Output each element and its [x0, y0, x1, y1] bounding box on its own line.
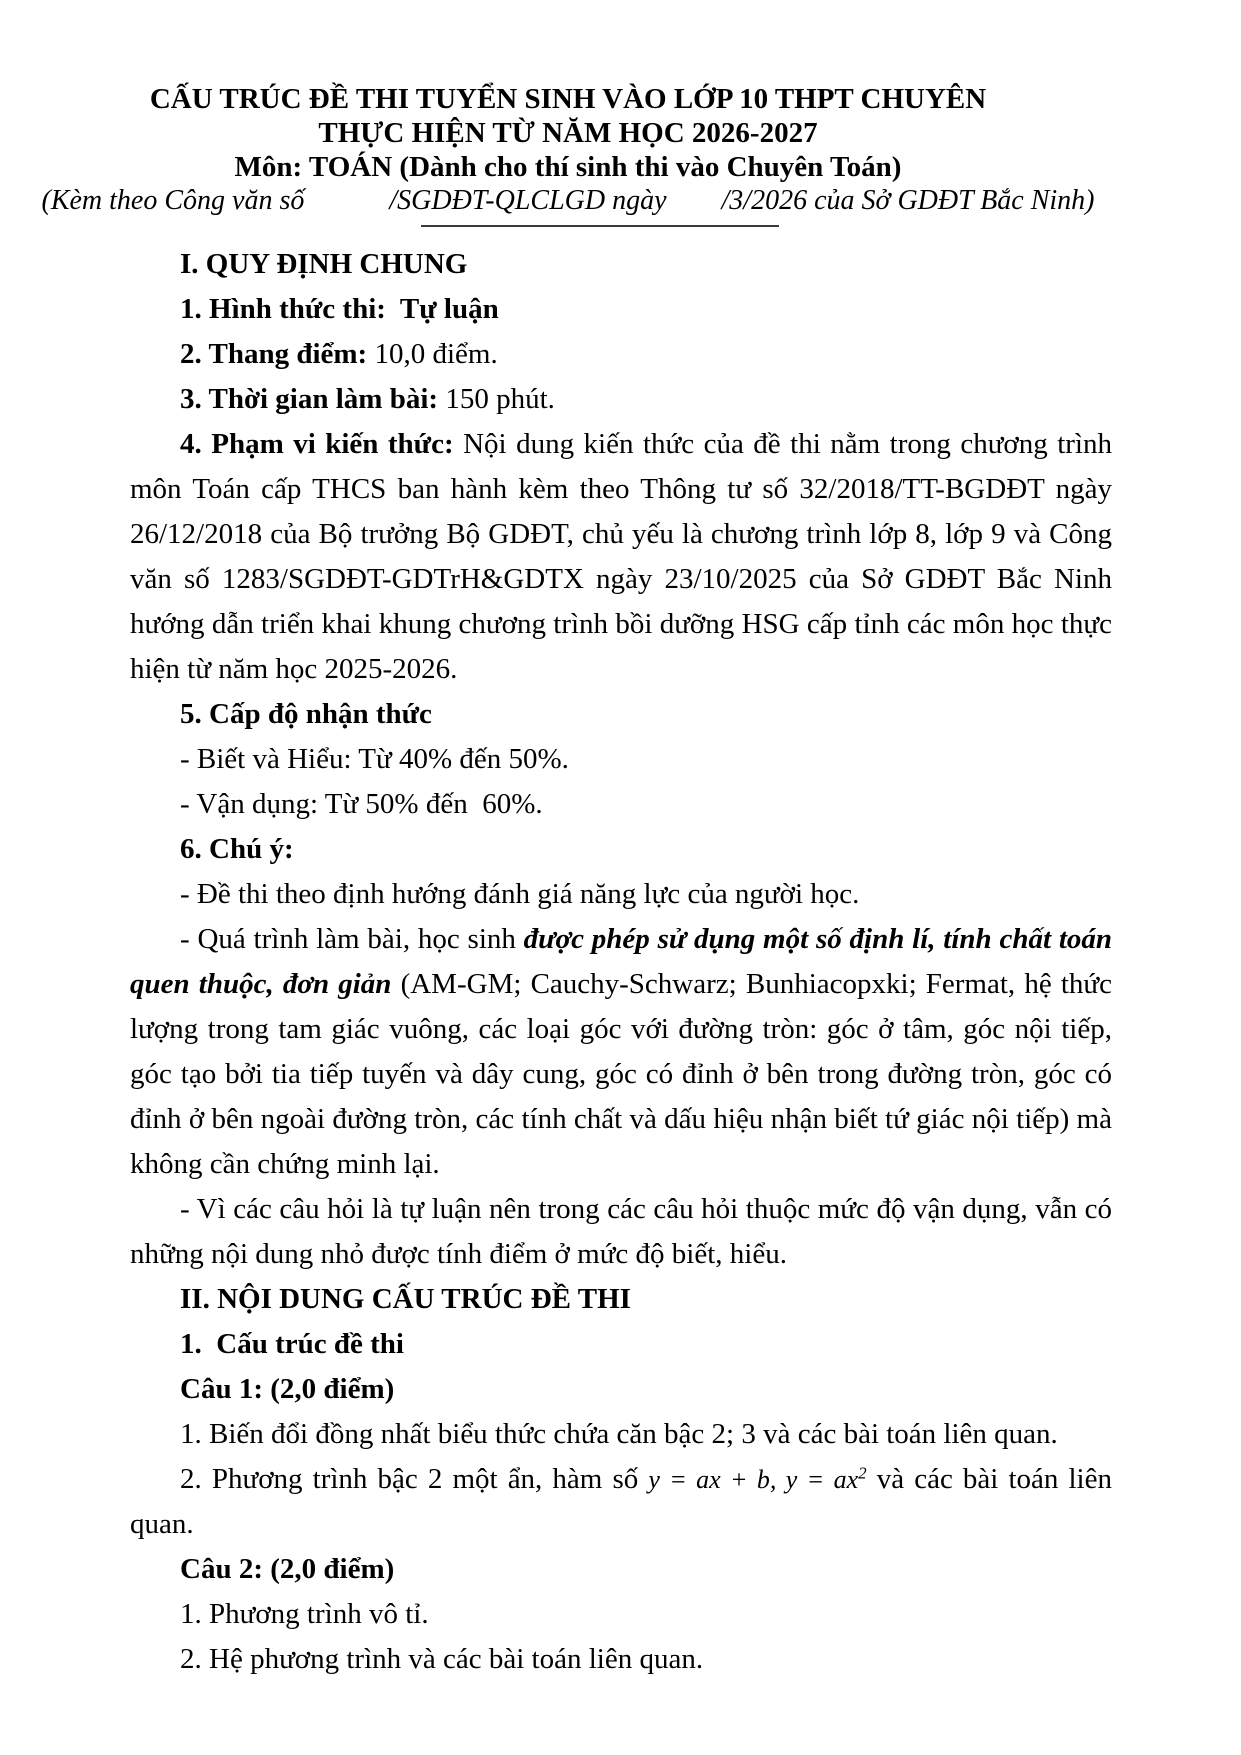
heading-text: 1. Cấu trúc đề thi	[180, 1328, 404, 1360]
heading-quy-dinh-chung	[130, 242, 1112, 287]
item-text: - Biết và Hiểu: Từ 40% đến 50%.	[180, 743, 569, 775]
item-text: 1. Phương trình vô tỉ.	[180, 1598, 429, 1630]
item-text: 2. Hệ phương trình và các bài toán liên quan.	[180, 1643, 704, 1675]
title-line-1: CẤU TRÚC ĐỀ THI TUYỂN SINH VÀO LỚP 10 THPT CHUYÊN	[149, 83, 987, 115]
reference-post: /3/2026 của Sở GDĐT Bắc Ninh)	[721, 185, 1095, 216]
para-hinh-thuc-thi	[130, 287, 1112, 332]
title-line-2: THỰC HIỆN TỪ NĂM HỌC 2026-2027	[318, 117, 818, 149]
heading-cau-truc-de-thi	[130, 1322, 1112, 1367]
item-label: 5. Cấp độ nhận thức	[180, 698, 432, 730]
math-body: y = ax + b, y = ax	[648, 1465, 859, 1494]
reference-line	[0, 184, 1136, 218]
heading-cau-2	[130, 1547, 1112, 1592]
question-label: Câu 1: (2,0 điểm)	[180, 1373, 395, 1405]
note-post: (AM-GM; Cauchy-Schwarz; Bunhiacopxki; Fermat, hệ thức lượng trong tam giác vuông, các loại góc với đường tròn: góc ở tâm, góc nội tiếp, góc tạo bởi tia tiếp tuyến và dây cung, góc có đỉnh ở bên trong đường tròn, góc có đỉnh ở bên ngoài đường tròn, các tính chất và dấu hiệu nhận biết tứ giác nội tiếp) mà không cần chứng minh lại.	[130, 968, 1112, 1180]
para-cau1-item2	[130, 1457, 1112, 1547]
para-qua-trinh-lam-bai	[130, 917, 1112, 1187]
item-post: và các bài toán liên quan.	[130, 1463, 1112, 1540]
heading-chu-y	[130, 827, 1112, 872]
heading-noi-dung-cau-truc	[130, 1277, 1112, 1322]
para-dinh-huong-danh-gia	[130, 872, 1112, 917]
para-cau-hoi-tu-luan	[130, 1187, 1112, 1277]
math-exponent: 2	[858, 1463, 867, 1483]
item-pre: 2. Phương trình bậc 2 một ẩn, hàm số	[180, 1463, 649, 1495]
para-cau1-item1	[130, 1412, 1112, 1457]
para-thoi-gian-lam-bai	[130, 377, 1112, 422]
item-label: 6. Chú ý:	[180, 833, 294, 865]
subject-line: Môn: TOÁN (Dành cho thí sinh thi vào Chuyên Toán)	[234, 151, 902, 183]
item-value: Nội dung kiến thức của đề thi nằm trong chương trình môn Toán cấp THCS ban hành kèm theo Thông tư số 32/2018/TT-BGDĐT ngày 26/12/2018 của Bộ trưởng Bộ GDĐT, chủ yếu là chương trình lớp 8, lớp 9 và Công văn số 1283/SGDĐT-GDTrH&GDTX ngày 23/10/2025 của Sở GDĐT Bắc Ninh hướng dẫn triển khai khung chương trình bồi dưỡng HSG cấp tỉnh các môn học thực hiện từ năm học 2025-2026.	[130, 428, 1112, 685]
heading-cau-1	[130, 1367, 1112, 1412]
document-header	[0, 0, 1241, 227]
heading-cap-do-nhan-thuc	[130, 692, 1112, 737]
note-pre: - Quá trình làm bài, học sinh	[180, 923, 524, 955]
para-cau2-item1	[130, 1592, 1112, 1637]
item-text: - Đề thi theo định hướng đánh giá năng lực của người học.	[180, 878, 860, 910]
item-text: - Vì các câu hỏi là tự luận nên trong các câu hỏi thuộc mức độ vận dụng, vẫn có những nội dung nhỏ được tính điểm ở mức độ biết, hiểu.	[130, 1193, 1112, 1270]
para-thang-diem	[130, 332, 1112, 377]
item-text: - Vận dụng: Từ 50% đến 60%.	[180, 788, 543, 820]
header-divider	[421, 225, 779, 227]
question-label: Câu 2: (2,0 điểm)	[180, 1553, 395, 1585]
para-van-dung	[130, 782, 1112, 827]
para-pham-vi-kien-thuc	[130, 422, 1112, 692]
item-value: 150 phút.	[438, 383, 555, 415]
heading-text: II. NỘI DUNG CẤU TRÚC ĐỀ THI	[180, 1283, 631, 1315]
item-label: 1. Hình thức thi: Tự luận	[180, 293, 499, 325]
item-label: 3. Thời gian làm bài:	[180, 383, 439, 415]
item-label: 4. Phạm vi kiến thức:	[180, 428, 454, 460]
item-value: 10,0 điểm.	[367, 338, 498, 370]
note-emphasis: được phép sử dụng một số định lí, tính chất toán quen thuộc, đơn giản	[130, 923, 1113, 1000]
heading-text: I. QUY ĐỊNH CHUNG	[180, 248, 468, 280]
document-body	[130, 242, 1112, 1682]
math-formula	[648, 1465, 866, 1494]
para-cau2-item2	[130, 1637, 1112, 1682]
item-label: 2. Thang điểm:	[180, 338, 368, 370]
para-biet-va-hieu	[130, 737, 1112, 782]
item-text: 1. Biến đổi đồng nhất biểu thức chứa căn bậc 2; 3 và các bài toán liên quan.	[180, 1418, 1058, 1450]
reference-mid: /SGDĐT-QLCLGD ngày	[389, 185, 667, 216]
reference-pre: (Kèm theo Công văn số	[41, 185, 305, 216]
